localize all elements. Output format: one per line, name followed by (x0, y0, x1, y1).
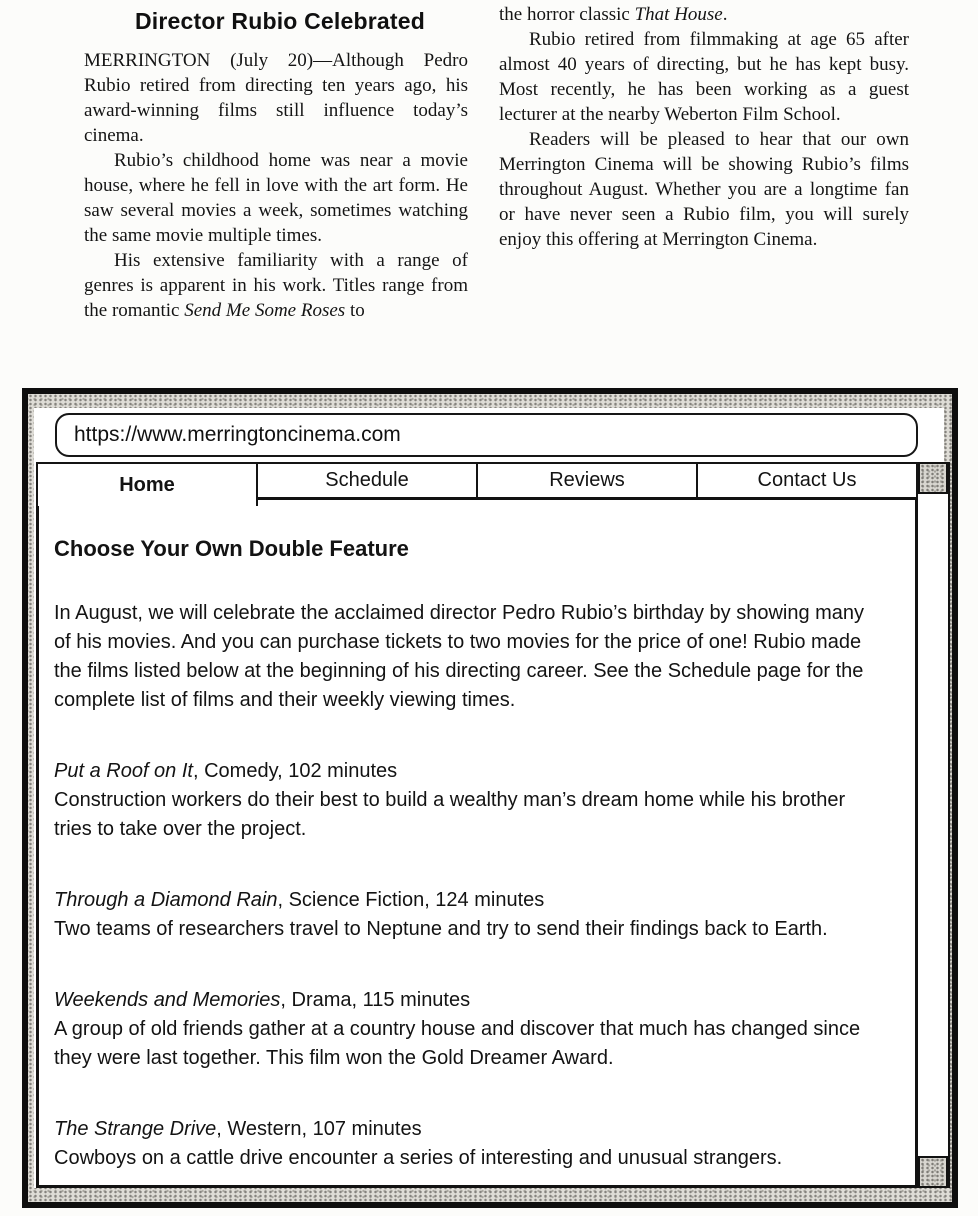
film-title: Weekends and Memories (54, 989, 281, 1011)
article-paragraph: His extensive familiarity with a range of genres is apparent in his work. Titles range from the romantic Send Me Some Roses to (84, 250, 468, 321)
film-description: Cowboys on a cattle drive encounter a series of interesting and unusual strangers. (54, 1147, 783, 1169)
film-listing (54, 986, 881, 1073)
tab-label: Reviews (549, 469, 625, 491)
scroll-up-button[interactable] (918, 462, 948, 494)
film-title: Through a Diamond Rain (54, 889, 278, 911)
film-meta: , Comedy, 102 minutes (192, 760, 398, 782)
browser-chrome (34, 408, 944, 1188)
film-title: Put a Roof on It (54, 760, 193, 782)
article-title: Director Rubio Celebrated (135, 8, 425, 34)
url-text: https://www.merringtoncinema.com (74, 423, 401, 446)
film-title-line (54, 757, 881, 786)
article-paragraph: MERRINGTON (July 20)—Although Pedro Rubio retired from directing ten years ago, his award-winning films still influence today’s cinema. (84, 50, 468, 146)
tab-contact-us[interactable] (696, 462, 918, 500)
article-paragraph: Readers will be pleased to hear that our own Merrington Cinema will be showing Rubio’s films throughout August. Whether you are a longtime fan or have never seen a Rubio film, you will surely enjoy this offering at Merrington Cinema. (499, 129, 909, 250)
film-listing (54, 886, 881, 944)
url-bar[interactable] (55, 413, 918, 457)
article-paragraph: Rubio retired from filmmaking at age 65 after almost 40 years of directing, but he has kept busy. Most recently, he has been working as a guest lecturer at the nearby Weberton Film School. (499, 29, 909, 125)
article-column-right (499, 2, 909, 252)
film-listing (54, 757, 881, 844)
browser-window (22, 388, 958, 1208)
tab-home[interactable] (36, 462, 258, 506)
scrollbar-track[interactable] (918, 494, 946, 1156)
article-column-left (84, 48, 468, 323)
film-description: Two teams of researchers travel to Neptune and try to send their findings back to Earth. (54, 918, 828, 940)
film-title-line (54, 886, 881, 915)
tab-label: Schedule (325, 469, 409, 491)
film-meta: , Science Fiction, 124 minutes (277, 889, 545, 911)
film-description: Construction workers do their best to build a wealthy man’s dream home while his brother tries to take over the project. (54, 789, 846, 840)
film-meta: , Western, 107 minutes (216, 1118, 422, 1140)
film-meta: , Drama, 115 minutes (280, 989, 471, 1011)
content-heading: Choose Your Own Double Feature (54, 536, 409, 561)
tab-label: Contact Us (757, 469, 857, 491)
film-title: The Strange Drive (54, 1118, 217, 1140)
film-description: A group of old friends gather at a country house and discover that much has changed since they were last together. This film won the Gold Dreamer Award. (54, 1018, 861, 1069)
scrollbar[interactable] (918, 462, 950, 1188)
article-paragraph: Rubio’s childhood home was near a movie house, where he fell in love with the art form. He saw several movies a week, sometimes watching the same movie multiple times. (84, 150, 468, 246)
film-listing (54, 1115, 881, 1173)
article-paragraph: the horror classic That House. (499, 4, 728, 25)
film-title-line (54, 986, 881, 1015)
tab-schedule[interactable] (256, 462, 478, 500)
scroll-down-button[interactable] (918, 1156, 948, 1188)
film-title-line (54, 1115, 881, 1144)
intro-paragraph: In August, we will celebrate the acclaimed director Pedro Rubio’s birthday by showing many of his movies. And you can purchase tickets to two movies for the price of one! Rubio made the films listed below at the beginning of his directing career. See the Schedule page for the complete list of films and their weekly viewing times. (54, 602, 865, 711)
tab-label: Home (119, 473, 175, 496)
page-content (36, 500, 918, 1188)
tab-reviews[interactable] (476, 462, 698, 500)
